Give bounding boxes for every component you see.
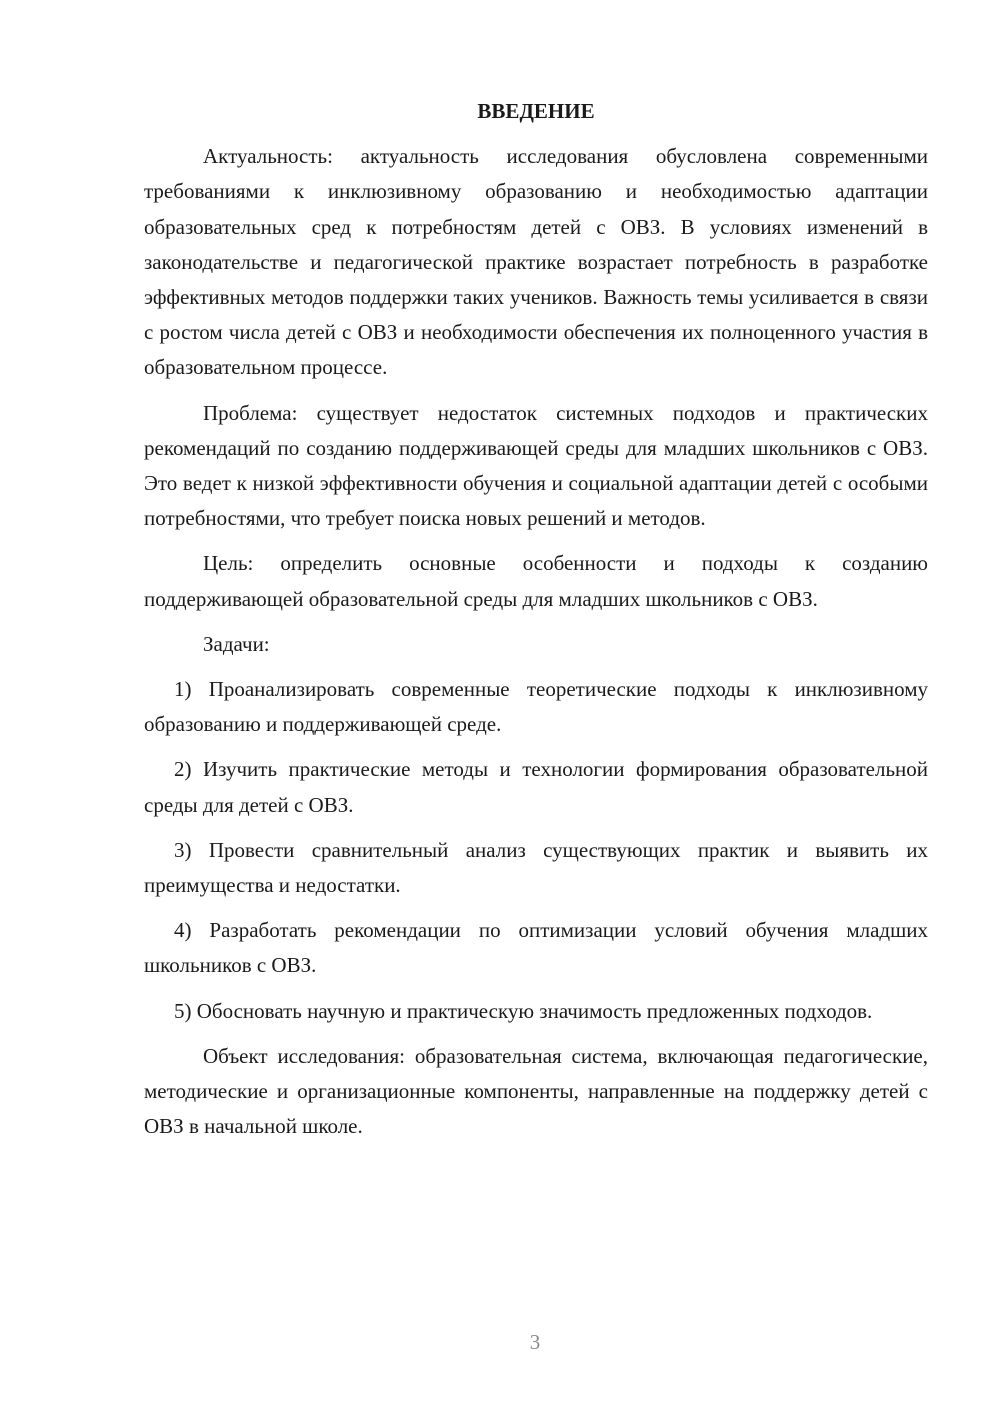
task-item-2: 2) Изучить практические методы и технологии формирования образовательной среды для детей с ОВЗ. <box>144 757 928 817</box>
task-item-1: 1) Проанализировать современные теоретические подходы к инклюзивному образованию и поддерживающей среде. <box>144 677 928 737</box>
page-number: 3 <box>529 1330 541 1354</box>
relevance-paragraph: Актуальность: актуальность исследования обусловлена современными требованиями к инклюзивному образованию и необходимостью адаптации образовательных сред к потребностям детей с ОВЗ. В условиях изменений в законодательстве и педагогической практике возрастает потребность в разработке эффективных методов поддержки таких учеников. Важность темы усиливается в связи с ростом числа детей с ОВЗ и необходимости обеспечения их полноценного участия в образовательном процессе. <box>144 144 928 380</box>
task-item-3: 3) Провести сравнительный анализ существующих практик и выявить их преимущества и недостатки. <box>144 837 928 898</box>
tasks-label: Задачи: <box>203 631 270 656</box>
object-paragraph: Объект исследования: образовательная система, включающая педагогические, методические и организационные компоненты, направленные на поддержку детей с ОВЗ в начальной школе. <box>144 1043 928 1139</box>
page-title: ВВЕДЕНИЕ <box>477 99 595 123</box>
goal-paragraph: Цель: определить основные особенности и подходы к созданию поддерживающей образовательной среды для младших школьников с ОВЗ. <box>144 551 928 611</box>
page-content <box>144 94 928 1154</box>
task-item-5: 5) Обосновать научную и практическую значимость предложенных подходов. <box>174 998 873 1023</box>
task-item-4: 4) Разработать рекомендации по оптимизации условий обучения младших школьников с ОВЗ. <box>144 918 928 978</box>
problem-paragraph: Проблема: существует недостаток системных подходов и практических рекомендаций по созданию поддерживающей среды для младших школьников с ОВЗ. Это ведет к низкой эффективности обучения и социальной адаптации детей с особыми потребностями, что требует поиска новых решений и методов. <box>144 400 928 531</box>
